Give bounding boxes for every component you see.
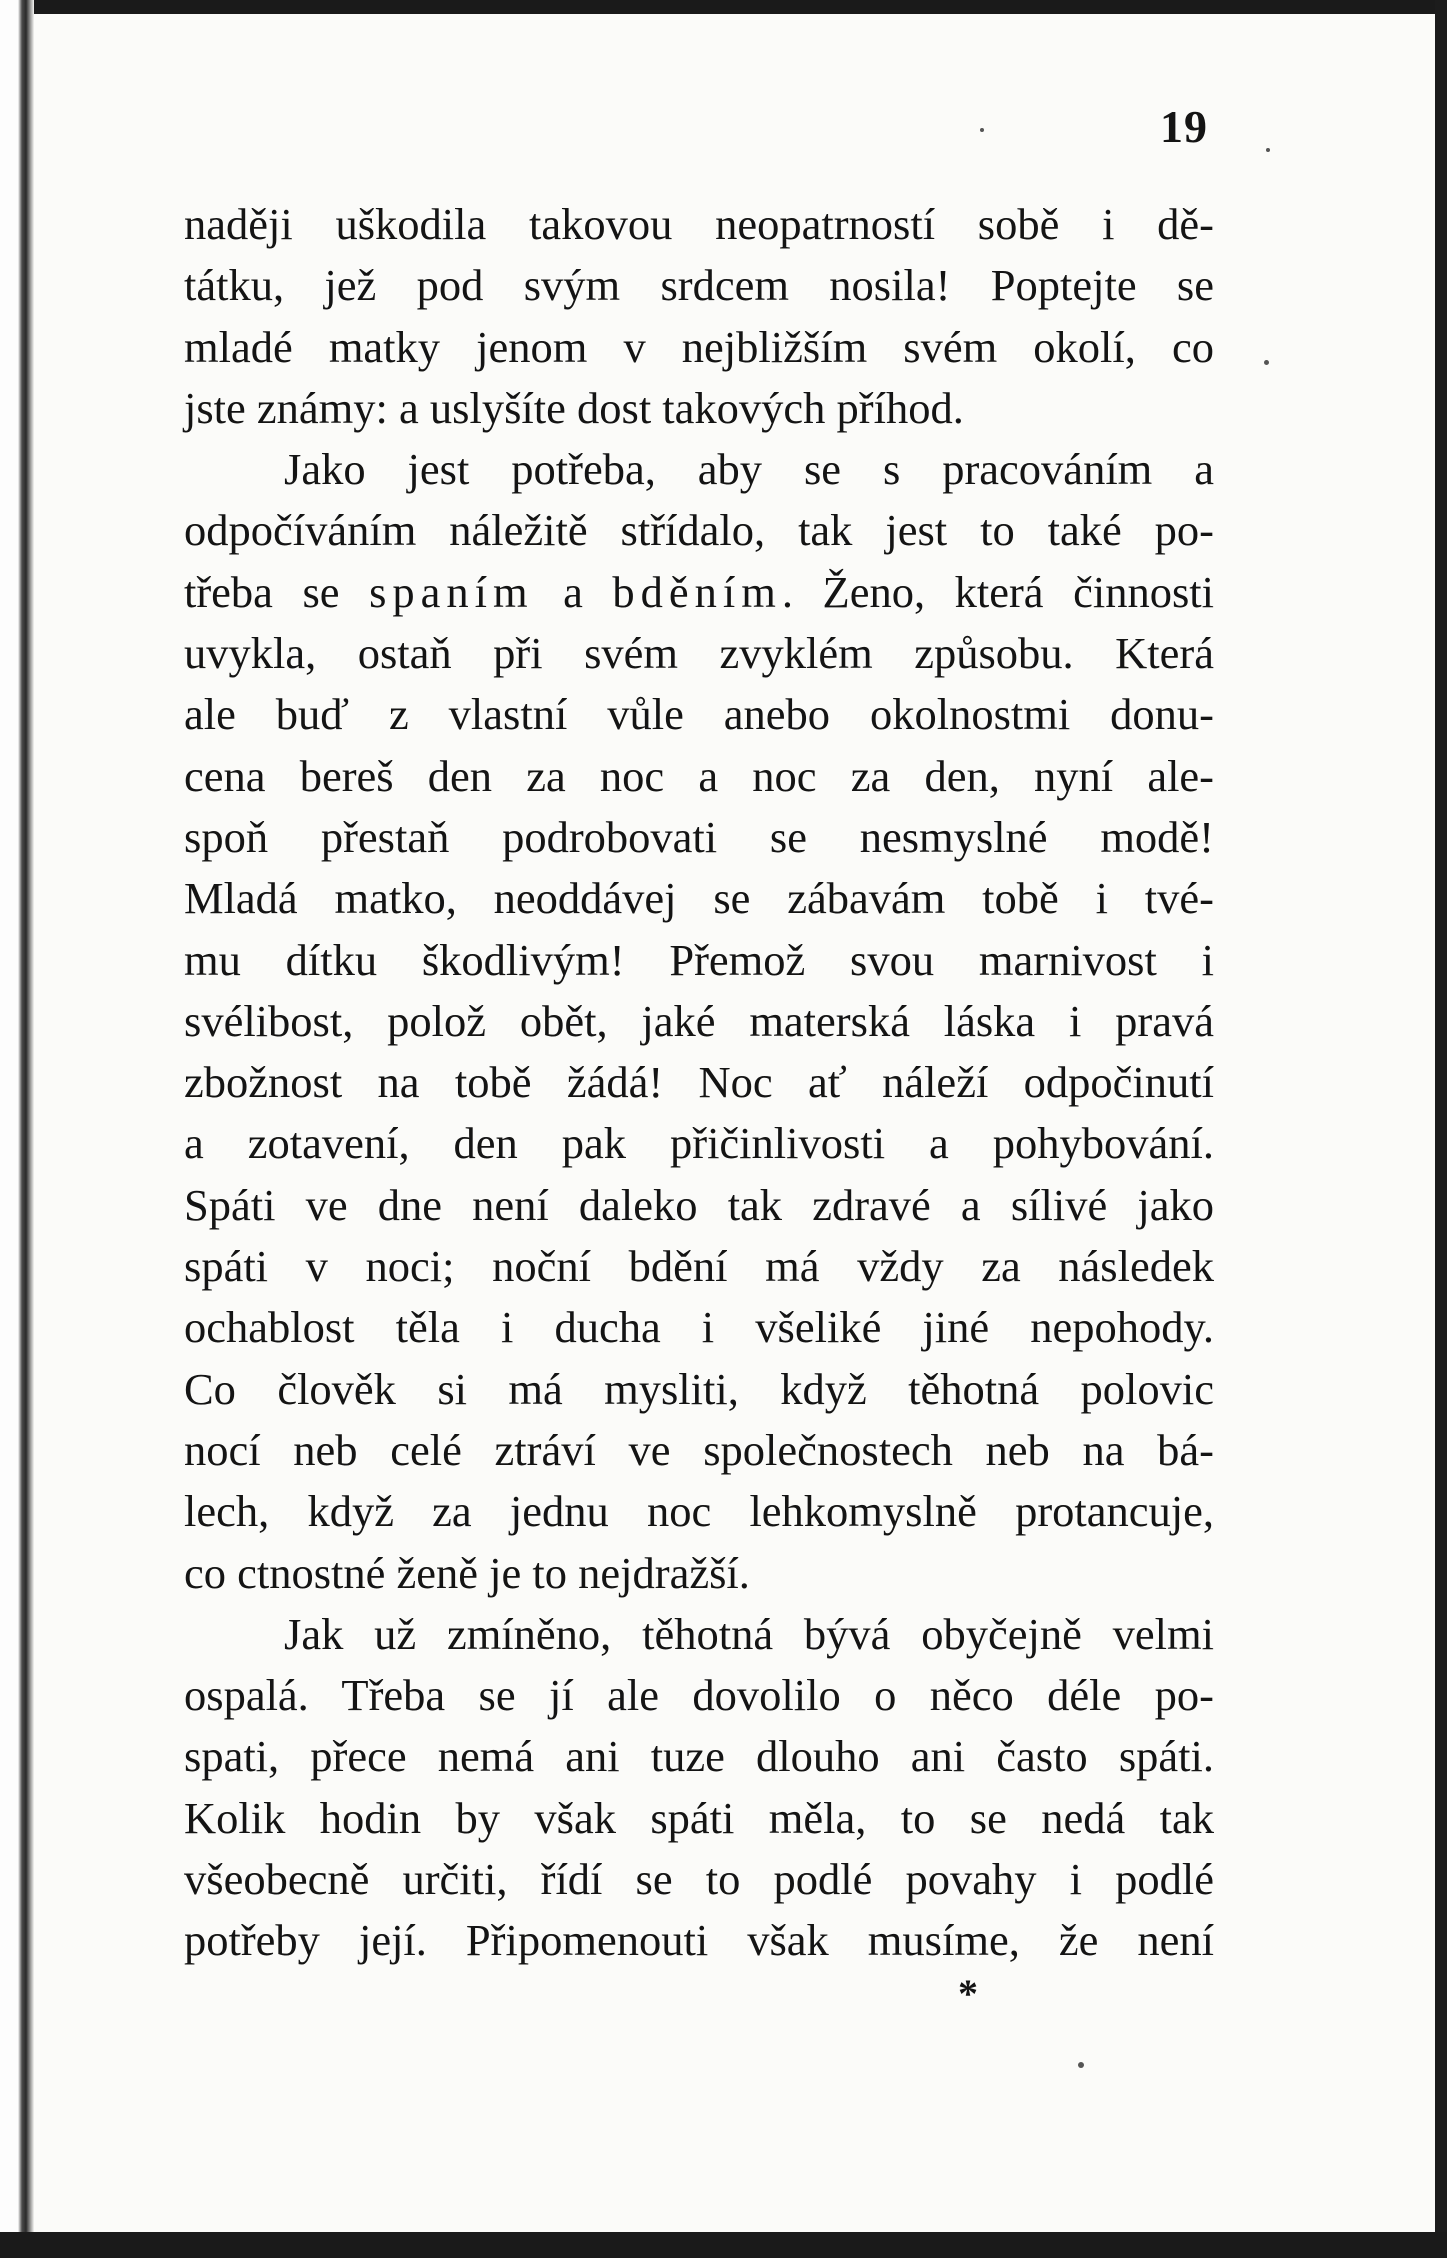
text-line: tátku, jež pod svým srdcem nosila! Poptejte se [184,260,1214,311]
text-line: jste známy: a uslyšíte dost takových příhod. [184,382,964,433]
text-line: všeobecně určiti, řídí se to podlé povahy i podlé [184,1854,1214,1905]
text-line: Spáti ve dne není daleko tak zdravé a sílivé jako [184,1179,1214,1230]
paragraph-start-line: Jako jest potřeba, aby se s pracováním a [284,444,1214,495]
print-speck [1264,360,1269,365]
text-line: ospalá. Třeba se jí ale dovolilo o něco déle po- [184,1670,1214,1721]
text-line: potřeby její. Připomenouti však musíme, že není [184,1915,1214,1966]
text-line: svélibost, polož obět, jaké materská láska i pravá [184,995,1214,1046]
text-line: spati, přece nemá ani tuze dlouho ani často spáti. [184,1731,1214,1782]
text-line: nocí neb celé ztráví ve společnostech neb na bá- [184,1424,1214,1475]
scan-edge-top [0,0,1447,14]
spaced-emphasis-word: spaním [369,566,534,617]
text-line: Co člověk si má mysliti, když těhotná polovic [184,1363,1214,1414]
text-line: Kolik hodin by však spáti měla, to se nedá tak [184,1792,1214,1843]
text-line: odpočíváním náležitě střídalo, tak jest to také po- [184,505,1214,556]
text-line: mladé matky jenom v nejbližším svém okolí, co [184,321,1214,372]
text-line: ale buď z vlastní vůle anebo okolnostmi donu- [184,689,1214,740]
text-line: co ctnostné ženě je to nejdražší. [184,1547,750,1598]
text-line: a zotavení, den pak přičinlivosti a pohybování. [184,1118,1214,1169]
text-line: spáti v noci; noční bdění má vždy za následek [184,1241,1214,1292]
text-fragment: . Ženo, která činnosti [781,566,1214,617]
scan-edge-bottom [0,2232,1447,2258]
text-line: mu dítku škodlivým! Přemož svou marnivost i [184,934,1214,985]
paragraph-start-line: Jak už zmíněno, těhotná bývá obyčejně velmi [284,1608,1214,1659]
signature-mark: * [958,1971,978,2016]
text-fragment: třeba se [184,566,370,617]
page-number: 19 [1160,101,1208,152]
text-line: ochablost těla i ducha i všeliké jiné nepohody. [184,1302,1214,1353]
text-line: zbožnost na tobě žádá! Noc ať náleží odpočinutí [184,1057,1214,1108]
text-line-emphasis [184,562,1214,623]
print-speck [980,128,984,132]
text-line: Mladá matko, neoddávej se zábavám tobě i tvé- [184,873,1214,924]
text-line: naději uškodila takovou neopatrností sobě i dě- [184,199,1214,249]
print-speck [1266,148,1270,152]
scan-edge-left [0,0,34,2258]
text-fragment: a [533,566,613,617]
text-line: lech, když za jednu noc lehkomyslně protancuje, [184,1486,1214,1537]
spaced-emphasis-word: bděním [612,566,782,617]
text-line: spoň přestaň podrobovati se nesmyslné modě! [184,811,1214,862]
text-line: cena bereš den za noc a noc za den, nyní ale- [184,750,1214,801]
text-line: uvykla, ostaň při svém zvyklém způsobu. Která [184,628,1214,679]
print-speck [1078,2062,1084,2068]
body-text [184,194,1214,1972]
scan-edge-right [1435,0,1447,2258]
